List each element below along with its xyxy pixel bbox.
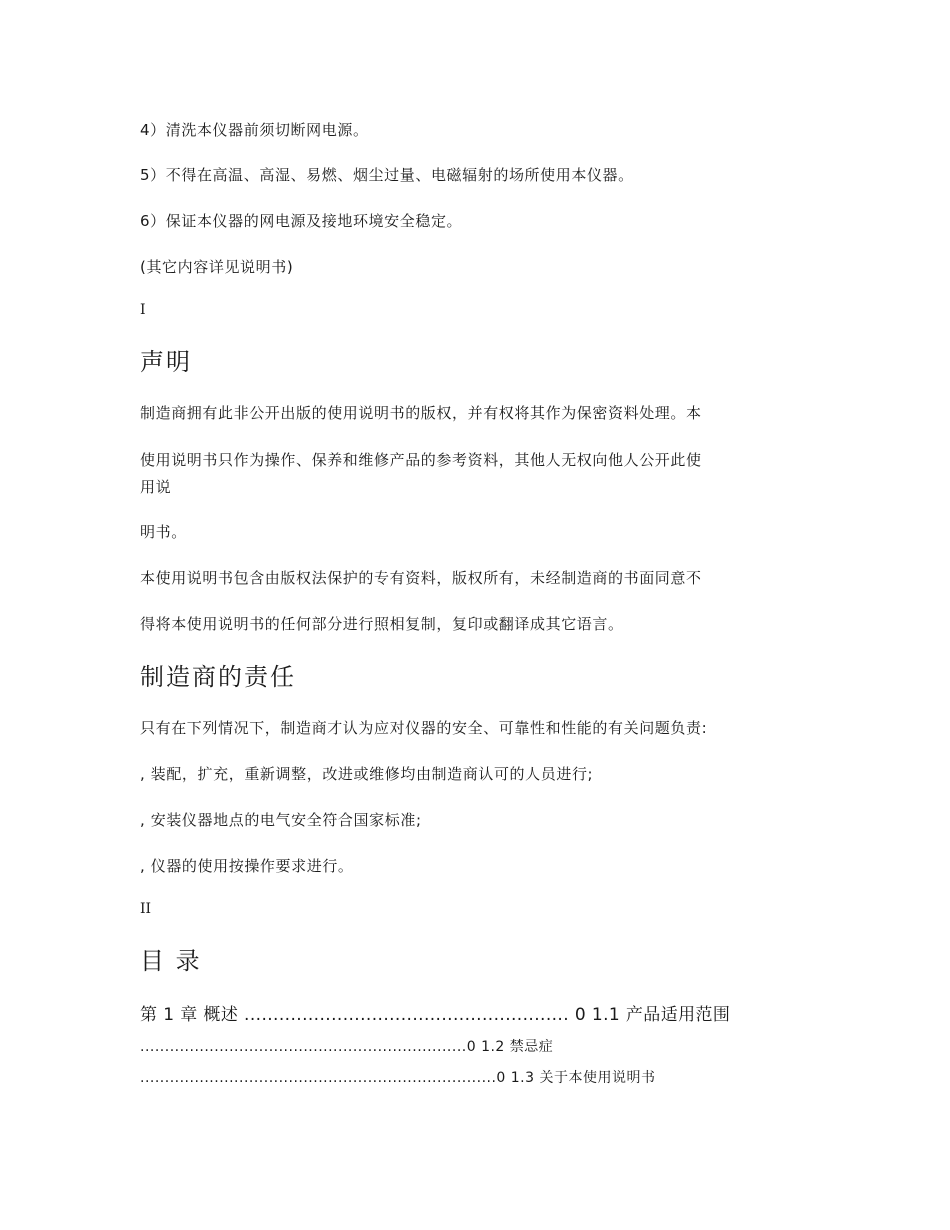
- safety-item-6: 6）保证本仪器的网电源及接地环境安全稳定。: [140, 212, 463, 230]
- toc-entry[interactable]: 第 1 章 概述 ........................................................ 0 1.1 产品适用范围: [140, 1005, 731, 1025]
- statement-line: 明书。: [140, 523, 187, 541]
- page-number-2: II: [140, 901, 152, 917]
- responsibility-item: , 仪器的使用按操作要求进行。: [140, 857, 354, 875]
- statement-line: 本使用说明书包含由版权法保护的专有资料，版权所有，未经制造商的书面同意不: [140, 569, 702, 587]
- toc-entry[interactable]: ..................................................................0 1.2 禁忌症: [140, 1039, 554, 1055]
- responsibility-item: , 安装仪器地点的电气安全符合国家标准;: [140, 811, 422, 829]
- responsibility-intro: 只有在下列情况下，制造商才认为应对仪器的安全、可靠性和性能的有关问题负责:: [140, 719, 708, 737]
- toc-entry[interactable]: ........................................................................0 1.3 关于本使用说明书: [140, 1070, 656, 1086]
- responsibility-item: , 装配，扩充，重新调整，改进或维修均由制造商认可的人员进行;: [140, 765, 594, 783]
- safety-item-5: 5）不得在高温、高湿、易燃、烟尘过量、电磁辐射的场所使用本仪器。: [140, 166, 634, 184]
- statement-heading: 声明: [140, 348, 192, 376]
- responsibility-heading: 制造商的责任: [140, 663, 296, 691]
- statement-line: 得将本使用说明书的任何部分进行照相复制，复印或翻译成其它语言。: [140, 615, 624, 633]
- statement-line: 制造商拥有此非公开出版的使用说明书的版权，并有权将其作为保密资料处理。本: [140, 404, 702, 422]
- page-number-1: I: [140, 302, 146, 318]
- safety-item-4: 4）清洗本仪器前须切断网电源。: [140, 121, 369, 139]
- toc-heading: 目 录: [140, 947, 202, 975]
- statement-line: 用说: [140, 478, 172, 496]
- statement-line: 使用说明书只作为操作、保养和维修产品的参考资料，其他人无权向他人公开此使: [140, 451, 702, 469]
- safety-note: (其它内容详见说明书): [140, 258, 294, 276]
